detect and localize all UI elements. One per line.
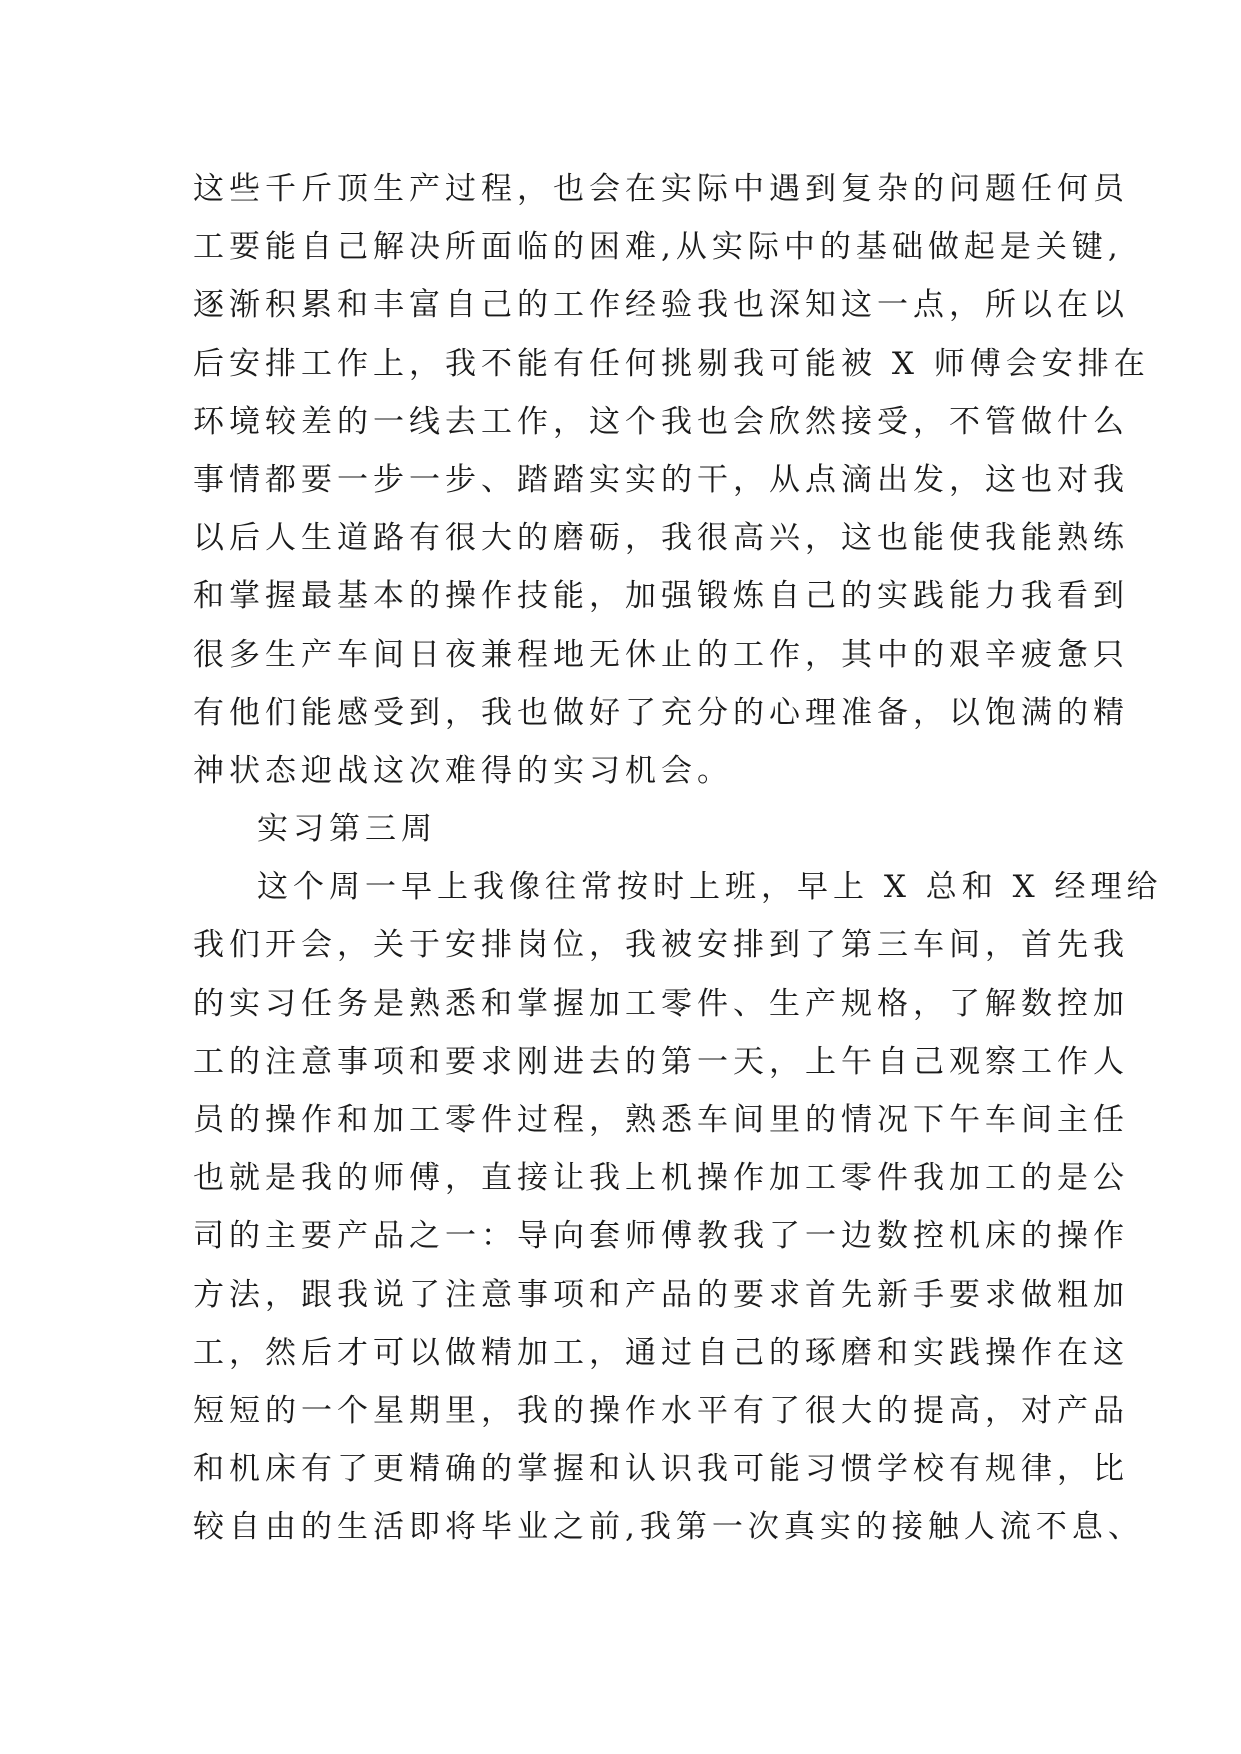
text-line: 这个周一早上我像往常按时上班，早上 X 总和 X 经理给 — [257, 869, 1163, 906]
body-text — [193, 160, 1163, 1557]
text-line: 工，然后才可以做精加工，通过自己的琢磨和实践操作在这 — [193, 1334, 1129, 1371]
text-line: 很多生产车间日夜兼程地无休止的工作，其中的艰辛疲惫只 — [193, 636, 1129, 673]
text-line: 这些千斤顶生产过程，也会在实际中遇到复杂的问题任何员 — [193, 171, 1129, 207]
text-line: 神状态迎战这次难得的实习机会。 — [193, 752, 733, 789]
text-line: 方法，跟我说了注意事项和产品的要求首先新手要求做粗加 — [193, 1276, 1129, 1313]
text-line: 司的主要产品之一：导向套师傅教我了一边数控机床的操作 — [193, 1218, 1129, 1255]
text-line: 有他们能感受到，我也做好了充分的心理准备，以饱满的精 — [193, 694, 1129, 731]
text-line: 工的注意事项和要求刚进去的第一天，上午自己观察工作人 — [193, 1043, 1129, 1080]
text-line: 员的操作和加工零件过程，熟悉车间里的情况下午车间主任 — [193, 1102, 1129, 1138]
text-line: 逐渐积累和丰富自己的工作经验我也深知这一点，所以在以 — [193, 287, 1129, 324]
text-line: 的实习任务是熟悉和掌握加工零件、生产规格，了解数控加 — [193, 985, 1129, 1022]
text-line: 后安排工作上，我不能有任何挑剔我可能被 X 师傅会安排在 — [193, 345, 1150, 382]
text-line: 和机床有了更精确的掌握和认识我可能习惯学校有规律，比 — [193, 1451, 1129, 1488]
text-line: 我们开会，关于安排岗位，我被安排到了第三车间，首先我 — [193, 927, 1129, 964]
text-line: 短短的一个星期里，我的操作水平有了很大的提高，对产品 — [193, 1392, 1129, 1429]
text-line: 较自由的生活即将毕业之前,我第一次真实的接触人流不息、 — [193, 1509, 1144, 1546]
section-heading: 实习第三周 — [257, 811, 437, 848]
text-line: 也就是我的师傅，直接让我上机操作加工零件我加工的是公 — [193, 1160, 1129, 1197]
text-line: 工要能自己解决所面临的困难,从实际中的基础做起是关键, — [193, 229, 1123, 266]
text-line: 以后人生道路有很大的磨砺，我很高兴，这也能使我能熟练 — [193, 520, 1129, 557]
text-line: 和掌握最基本的操作技能，加强锻炼自己的实践能力我看到 — [193, 578, 1129, 615]
text-line: 环境较差的一线去工作，这个我也会欣然接受，不管做什么 — [193, 403, 1129, 440]
text-line: 事情都要一步一步、踏踏实实的干，从点滴出发，这也对我 — [193, 461, 1129, 498]
